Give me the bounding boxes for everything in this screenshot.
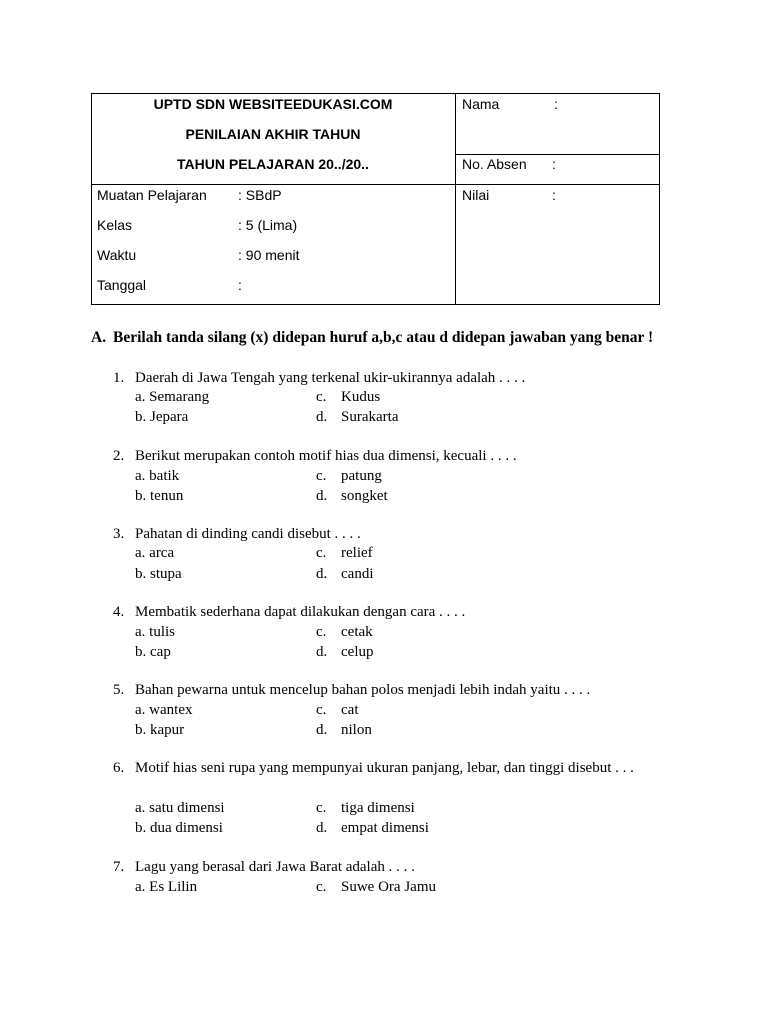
field-value-waktu: : 90 menit — [238, 247, 300, 263]
header-divider-right-2 — [455, 184, 660, 185]
option-b: b. tenun — [135, 488, 184, 504]
field-label-muatan: Muatan Pelajaran — [97, 187, 207, 203]
option-c-letter: c. — [316, 879, 327, 895]
nilai-label: Nilai — [462, 187, 490, 203]
option-c: Kudus — [341, 389, 381, 405]
field-value-muatan: : SBdP — [238, 187, 282, 203]
exam-title: PENILAIAN AKHIR TAHUN — [185, 126, 361, 142]
option-c: Suwe Ora Jamu — [341, 879, 436, 895]
option-b: b. kapur — [135, 722, 185, 738]
option-d-letter: d. — [316, 488, 328, 504]
nilai-colon: : — [552, 187, 556, 203]
option-b: b. stupa — [135, 566, 182, 582]
question-number: 7. — [113, 859, 125, 875]
option-d-letter: d. — [316, 409, 328, 425]
option-d-letter: d. — [316, 644, 328, 660]
option-b: b. cap — [135, 644, 171, 660]
header-divider-left — [91, 184, 456, 185]
header-divider-right-1 — [455, 154, 660, 155]
option-d-letter: d. — [316, 820, 328, 836]
option-d-letter: d. — [316, 566, 328, 582]
header-divider-vertical — [455, 93, 456, 305]
option-c: tiga dimensi — [341, 800, 415, 816]
option-d: songket — [341, 488, 388, 504]
absen-label: No. Absen — [462, 156, 527, 172]
option-c: cat — [341, 702, 359, 718]
option-a: a. batik — [135, 468, 180, 484]
option-a: a. arca — [135, 545, 175, 561]
option-a: a. tulis — [135, 624, 175, 640]
option-a: a. Es Lilin — [135, 879, 198, 895]
field-label-tanggal: Tanggal — [97, 277, 147, 293]
option-c-letter: c. — [316, 624, 327, 640]
question-stem: Membatik sederhana dapat dilakukan dengan cara . . . . — [135, 604, 466, 620]
question-stem: Bahan pewarna untuk mencelup bahan polos menjadi lebih indah yaitu . . . . — [135, 682, 591, 698]
question-number: 5. — [113, 682, 125, 698]
question-number: 2. — [113, 448, 125, 464]
field-label-kelas: Kelas — [97, 217, 133, 233]
question-number: 1. — [113, 370, 125, 386]
question-stem: Motif hias seni rupa yang mempunyai ukuran panjang, lebar, dan tinggi disebut . . . — [135, 760, 634, 776]
question-stem: Lagu yang berasal dari Jawa Barat adalah . . . . — [135, 859, 415, 875]
field-label-waktu: Waktu — [97, 247, 137, 263]
option-c-letter: c. — [316, 389, 327, 405]
option-d: Surakarta — [341, 409, 399, 425]
option-c: cetak — [341, 624, 373, 640]
option-d-letter: d. — [316, 722, 328, 738]
nama-label: Nama — [462, 96, 500, 112]
section-label: A. — [91, 329, 107, 346]
question-stem: Pahatan di dinding candi disebut . . . . — [135, 526, 361, 542]
instruction-text: Berilah tanda silang (x) didepan huruf a,b,c atau d didepan jawaban yang benar ! — [113, 329, 654, 346]
option-b: b. dua dimensi — [135, 820, 223, 836]
option-a: a. satu dimensi — [135, 800, 225, 816]
option-d: candi — [341, 566, 374, 582]
option-d: empat dimensi — [341, 820, 429, 836]
school-year: TAHUN PELAJARAN 20../20.. — [177, 156, 369, 172]
field-value-kelas: : 5 (Lima) — [238, 217, 298, 233]
option-c: patung — [341, 468, 382, 484]
option-c-letter: c. — [316, 702, 327, 718]
field-value-tanggal: : — [238, 277, 242, 293]
option-d: celup — [341, 644, 374, 660]
nama-colon: : — [554, 96, 558, 112]
option-c-letter: c. — [316, 800, 327, 816]
option-a: a. wantex — [135, 702, 193, 718]
question-number: 4. — [113, 604, 125, 620]
option-a: a. Semarang — [135, 389, 210, 405]
option-d: nilon — [341, 722, 372, 738]
option-c: relief — [341, 545, 373, 561]
absen-colon: : — [552, 156, 556, 172]
option-c-letter: c. — [316, 545, 327, 561]
option-c-letter: c. — [316, 468, 327, 484]
option-b: b. Jepara — [135, 409, 189, 425]
question-stem: Daerah di Jawa Tengah yang terkenal ukir-ukirannya adalah . . . . — [135, 370, 526, 386]
school-name: UPTD SDN WEBSITEEDUKASI.COM — [153, 96, 393, 112]
question-number: 6. — [113, 760, 125, 776]
question-stem: Berikut merupakan contoh motif hias dua dimensi, kecuali . . . . — [135, 448, 517, 464]
question-number: 3. — [113, 526, 125, 542]
